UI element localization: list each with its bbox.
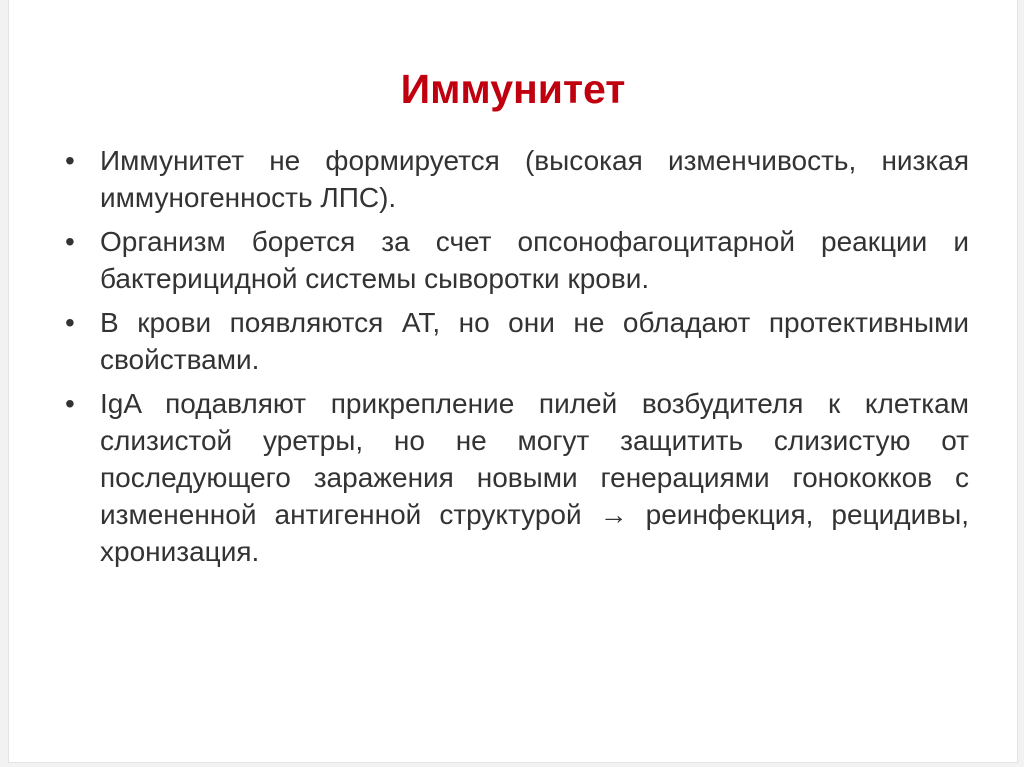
list-item [65, 223, 969, 297]
slide-title: Иммунитет [400, 66, 626, 112]
bullet-text: Иммунитет не формируется (высокая изменчивость, низкая иммуногенность ЛПС). [100, 145, 969, 213]
bullet-text: В крови появляются АТ, но они не обладают протективными свойствами. [100, 307, 969, 375]
list-item [65, 304, 969, 378]
bullet-text: IgA подавляют прикрепление пилей возбудителя к клеткам слизистой уретры, но не могут защитить слизистую от последующего заражения новыми генерациями гонококков с измененной антигенной структурой → реинфекция, рецидивы, хронизация. [100, 388, 969, 567]
bullet-icon: • [65, 145, 75, 176]
bullet-icon: • [65, 388, 75, 419]
bullet-list [65, 142, 969, 577]
list-item [65, 385, 969, 570]
bullet-icon: • [65, 307, 75, 338]
bullet-icon: • [65, 226, 75, 257]
bullet-text: Организм борется за счет опсонофагоцитарной реакции и бактерицидной системы сыворотки крови. [100, 226, 969, 294]
slide [8, 0, 1018, 763]
list-item [65, 142, 969, 216]
